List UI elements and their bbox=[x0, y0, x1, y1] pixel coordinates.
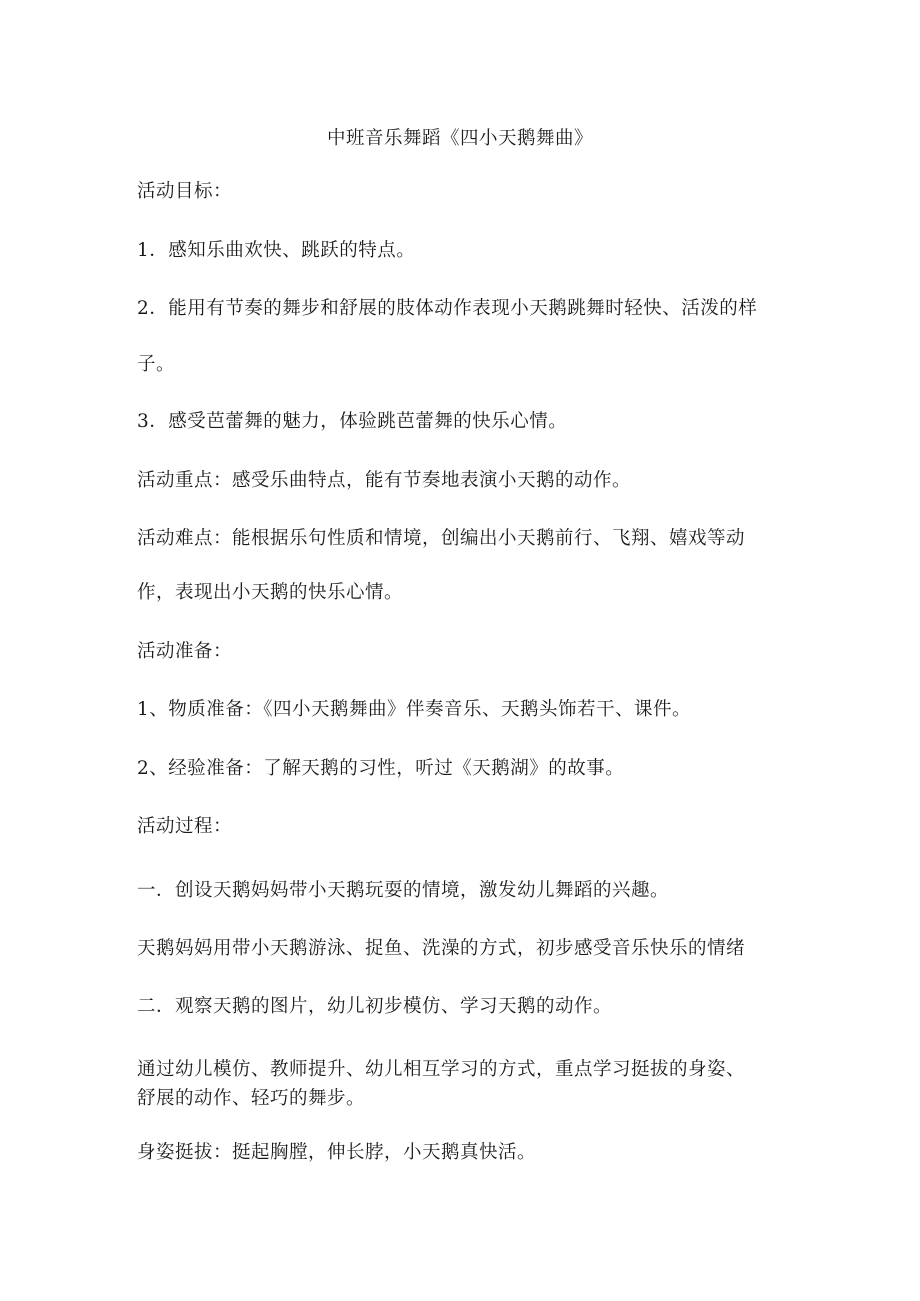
goal-item-2: 2．能用有节奏的舞步和舒展的肢体动作表现小天鹅跳舞时轻快、活泼的样 bbox=[137, 298, 758, 319]
process-step-1-detail: 天鹅妈妈用带小天鹅游泳、捉鱼、洗澡的方式，初步感受音乐快乐的情绪 bbox=[137, 938, 746, 959]
goal-item-2-continued: 子。 bbox=[137, 354, 176, 375]
posture-description: 身姿挺拔：挺起胸膛，伸长脖，小天鹅真快活。 bbox=[137, 1142, 537, 1163]
key-point: 活动重点：感受乐曲特点，能有节奏地表演小天鹅的动作。 bbox=[137, 470, 632, 491]
process-step-2-detail: 通过幼儿模仿、教师提升、幼儿相互学习的方式，重点学习挺拔的身姿、 bbox=[137, 1059, 746, 1080]
goal-item-1: 1．感知乐曲欢快、跳跃的特点。 bbox=[137, 240, 416, 261]
difficult-point: 活动难点：能根据乐句性质和情境，创编出小天鹅前行、飞翔、嬉戏等动 bbox=[137, 528, 746, 549]
preparation-item-1: 1、物质准备：《四小天鹅舞曲》伴奏音乐、天鹅头饰若干、课件。 bbox=[137, 699, 692, 720]
document-title: 中班音乐舞蹈《四小天鹅舞曲》 bbox=[326, 128, 593, 149]
difficult-point-continued: 作，表现出小天鹅的快乐心情。 bbox=[137, 582, 404, 603]
process-step-2-detail-continued: 舒展的动作、轻巧的舞步。 bbox=[137, 1088, 366, 1109]
process-step-1: 一．创设天鹅妈妈带小天鹅玩耍的情境，激发幼儿舞蹈的兴趣。 bbox=[137, 880, 670, 901]
goal-item-3: 3．感受芭蕾舞的魅力，体验跳芭蕾舞的快乐心情。 bbox=[137, 411, 568, 432]
section-heading-process: 活动过程： bbox=[137, 816, 233, 837]
section-heading-preparation: 活动准备： bbox=[137, 641, 233, 662]
section-heading-goals: 活动目标： bbox=[137, 181, 233, 202]
process-step-2: 二．观察天鹅的图片，幼儿初步模仿、学习天鹅的动作。 bbox=[137, 996, 613, 1017]
preparation-item-2: 2、经验准备：了解天鹅的习性，听过《天鹅湖》的故事。 bbox=[137, 758, 625, 779]
